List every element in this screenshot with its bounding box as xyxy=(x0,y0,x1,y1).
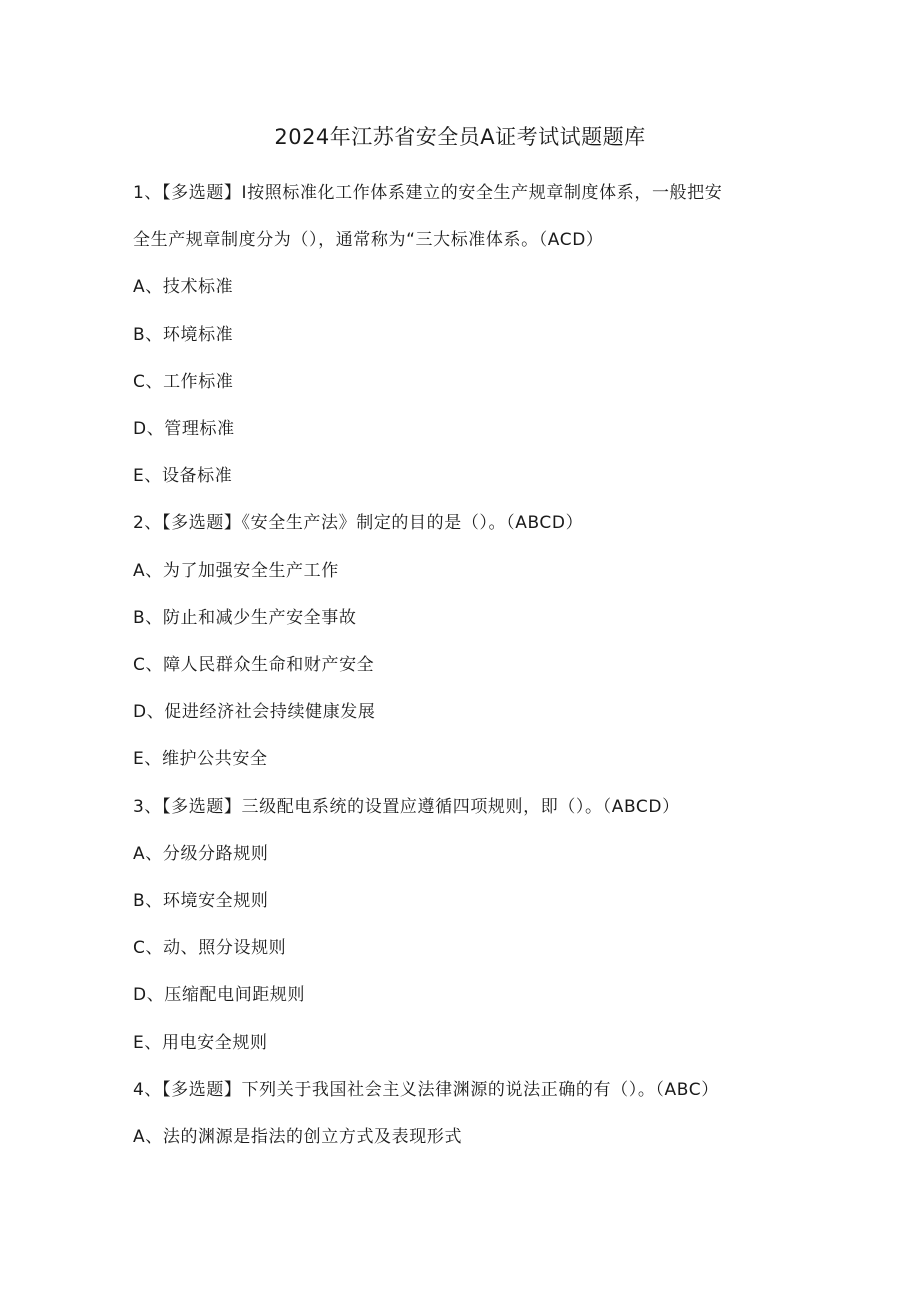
question-type: 【多选题】 xyxy=(162,513,242,534)
document-title: 2024年江苏省安全员A证考试试题题库 xyxy=(274,125,646,149)
option-text: 动、照分设规则 xyxy=(163,938,287,959)
option-letter: E、 xyxy=(133,466,162,487)
question-stem xyxy=(133,500,793,547)
option-letter: B、 xyxy=(133,607,163,628)
option-text: 技术标准 xyxy=(162,277,234,298)
question-text: 下列关于我国社会主义法律渊源的说法正确的有（）。（ABC） xyxy=(241,1079,719,1100)
option-letter: A、 xyxy=(133,1127,163,1148)
option-item xyxy=(133,453,793,500)
option-letter: D、 xyxy=(133,985,165,1006)
question-stem-continued: 全生产规章制度分为（），通常称为“三大标准体系。（ACD） xyxy=(133,230,604,251)
option-item xyxy=(133,1020,793,1067)
option-letter: E、 xyxy=(133,749,162,770)
option-letter: B、 xyxy=(133,324,163,345)
option-letter: D、 xyxy=(133,702,165,723)
option-text: 维护公共安全 xyxy=(161,749,268,770)
option-letter: C、 xyxy=(133,371,164,392)
option-text: 法的渊源是指法的创立方式及表现形式 xyxy=(162,1127,463,1148)
question-type: 【多选题】 xyxy=(162,1079,242,1100)
question-number: 2、 xyxy=(133,513,163,534)
option-item xyxy=(133,925,793,972)
option-item xyxy=(133,359,793,406)
question-type: 【多选题】 xyxy=(162,796,242,817)
question-list xyxy=(133,170,793,1161)
option-item xyxy=(133,736,793,783)
question-number: 3、 xyxy=(133,796,163,817)
option-text: 管理标准 xyxy=(164,419,235,440)
option-text: 促进经济社会持续健康发展 xyxy=(164,702,376,723)
option-letter: C、 xyxy=(133,655,164,676)
option-text: 工作标准 xyxy=(163,371,234,392)
option-item xyxy=(133,312,793,359)
question-stem xyxy=(133,1067,793,1114)
question-text: 《安全生产法》制定的目的是（）。（ABCD） xyxy=(241,513,584,534)
option-item xyxy=(133,878,793,925)
option-letter: A、 xyxy=(133,843,163,864)
question-type: 【多选题】 xyxy=(162,183,242,203)
option-letter: A、 xyxy=(133,277,163,298)
question-text: 三级配电系统的设置应遵循四项规则，即（）。（ABCD） xyxy=(241,796,680,817)
option-text: 防止和减少生产安全事故 xyxy=(162,607,357,628)
option-item xyxy=(133,595,793,642)
option-item xyxy=(133,689,793,736)
option-item xyxy=(133,1114,793,1161)
option-text: 障人民群众生命和财产安全 xyxy=(163,655,375,676)
option-text: 分级分路规则 xyxy=(162,843,269,864)
option-letter: C、 xyxy=(133,938,164,959)
option-letter: E、 xyxy=(133,1032,162,1053)
option-item xyxy=(133,406,793,453)
option-text: 为了加强安全生产工作 xyxy=(162,560,339,581)
question-stem xyxy=(133,784,793,831)
question-number: 4、 xyxy=(133,1079,163,1100)
option-text: 用电安全规则 xyxy=(161,1032,268,1053)
option-letter: B、 xyxy=(133,891,163,912)
option-text: 环境标准 xyxy=(162,324,234,345)
option-item xyxy=(133,972,793,1019)
question-text: I按照标准化工作体系建立的安全生产规章制度体系，一般把安 xyxy=(241,183,723,203)
option-letter: A、 xyxy=(133,560,163,581)
option-text: 环境安全规则 xyxy=(162,891,269,912)
option-text: 设备标准 xyxy=(161,466,233,487)
option-text: 压缩配电间距规则 xyxy=(164,985,306,1006)
option-letter: D、 xyxy=(133,419,165,440)
option-item xyxy=(133,264,793,311)
option-item xyxy=(133,548,793,595)
question-number: 1、 xyxy=(133,183,163,203)
question-stem xyxy=(133,170,793,217)
option-item xyxy=(133,642,793,689)
option-item xyxy=(133,831,793,878)
